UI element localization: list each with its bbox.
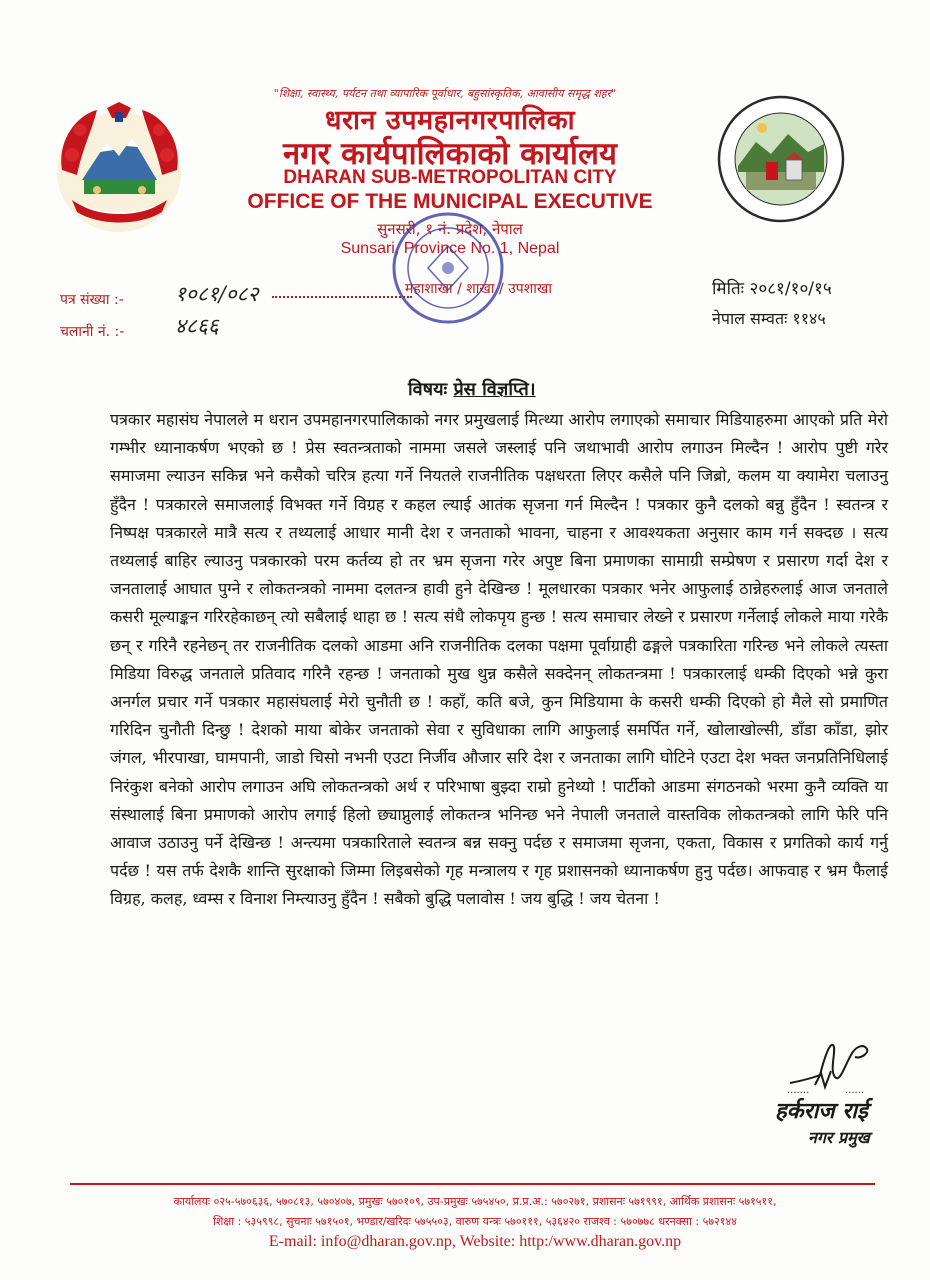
- press-release-body: पत्रकार महासंघ नेपालले म धरान उपमहानगरपालिकाको नगर प्रमुखलाई मित्थ्या आरोप लगाएको समाचार मिडियाहरुमा आएको प्रति मेरो गम्भीर ध्यानाकर्षण भएको छ ! प्रेस स्वतन्त्रताको नाममा जसले जस्लाई पनि जथाभावी आरोप लगाउन मिल्दैन ! आरोप पुष्टी गरेर समाजमा ल्याउन सकिन्न भने कसैको चरित्र हत्या गर्ने नियतले राजनीतिक पक्षधरता लिएर कसैले पनि जिब्रो, कलम या क्यामेरा चलाउनु हुँदैन ! पत्रकारले समाजलाई विभक्त गर्ने विग्रह र कहल ल्याई आतंक सृजना गर्न मिल्दैन ! पत्रकार कुनै दलको बन्नु हुँदैन ! स्वतन्त्र र निष्पक्ष पत्रकारले मात्रै सत्य र तथ्यलाई आधार मानी देश र जनताको भावना, चाहना र आवश्यकता अनुसार काम गर्न सक्दछ । सत्य तथ्यलाई बाहिर ल्याउनु पत्रकारको परम कर्तव्य हो तर भ्रम सृजना गरेर अपुष्ट बिना प्रमाणका सामाग्री सम्प्रेषण र प्रसारण गर्दा देश र जनतालाई आघात पुग्ने र लोकतन्त्रको नाममा दलतन्त्र हावी हुने देखिन्छ ! मूलधारका पत्रकार भनेर आफुलाई ठान्नेहरुलाई आज जनताले कसरी मूल्याङ्कन गरिरहेकाछन् त्यो सबैलाई थाहा छ ! सत्य संधै लोकपृय हुन्छ ! सत्य समाचार लेख्ने र प्रसारण गर्नेलाई लोकले माया गरेकै छन् र गरिनै रहनेछन् तर राजनीतिक दलको आडमा अनि राजनीतिक दलका पक्षमा पूर्वाग्राही ढङ्गले पत्रकारिता गरिन्छ भने लोकले त्यस्ता मिडिया विरुद्ध जनताले प्रतिवाद गरिनै रहन्छ ! जनताको मुख थुन्न कसैले सक्देनन् लोकतन्त्रमा ! पत्रकारलाई धम्की दिएको भन्ने कुरा अनर्गल प्रचार गर्ने पत्रकार महासंघलाई मेरो चुनौती छ ! कहाँ, कति बजे, कुन मिडियामा के कसरी धम्की दिएको हो मैले सो प्रमाणित गरिदिन चुनौती दिन्छु ! देशको माया बोकेर जनताको सेवा र सुविधाका लागि आफुलाई समर्पित गर्ने, खोलाखोल्सी, डाँडा काँडा, झोर जंगल, भीरपाखा, घामपानी, जाडो चिसो नभनी एउटा निर्जीव औजार सरि देश र जनताका लागि घोटिने एउटा देश भक्त जनप्रतिनिधिलाई निरंकुश बनेको आरोप लगाउन अघि लोकतन्त्रको अर्थ र परिभाषा बुझ्दा राम्रो हुनेथ्यो ! पार्टीको आडमा संगठनको भरमा कुनै व्यक्ति या संस्थालाई बिना प्रमाणको आरोप लगाई हिलो छ्याप्नुलाई लोकतन्त्र भनिन्छ भने नेपाली जनताले वास्तविक लोकतन्त्रको लागि फेरि पनि आवाज उठाउनु पर्ने देखिन्छ ! अन्त्यमा पत्रकारिताले स्वतन्त्र बन्न सक्नु पर्दछ र समाजमा सृजना, एकता, विकास र प्रगतिको कार्य गर्नु पर्दछ ! यस तर्फ देशकै शान्ति सुरक्षाको जिम्मा लिइबसेको गृह मन्त्रालय र गृह प्रशासनको ध्यानाकर्षण हुनु पर्दछ। आफवाह र भ्रम फैलाई विग्रह, कलह, ध्वम्स र विनाश निम्त्याउनु हुँदैन ! सबैको बुद्धि पलावोस ! जय बुद्धि ! जय चेतना !: [110, 410, 888, 909]
- footer-phone-line-1: कार्यालयः ०२५-५७०६३६, ५७०८१३, ५७०४०७, प्रमुखः ५७०१०९, उप-प्रमुखः ५७५४५०, प्र.प्र.अ.: ५७०२७१, प्रशासनः ५७१९९१, आर्थिक प्रशासनः ५७१५११,: [173, 1195, 777, 1208]
- municipality-name-nepali: धरान उपमहानगरपालिका: [324, 105, 576, 136]
- municipality-name-english: DHARAN SUB-METROPOLITAN CITY: [283, 167, 617, 188]
- dispatch-number-value: ४८६६: [175, 314, 219, 338]
- section-label: महाशाखा / शाखा / उपशाखा: [405, 281, 552, 297]
- nepal-samvat-value: ११४५: [792, 309, 826, 328]
- subject-line: [408, 377, 536, 401]
- municipal-slogan: "शिक्षा, स्वास्थ्य, पर्यटन तथा व्यापारिक पूर्वाधार, बहुसांस्कृतिक, आवासीय समृद्ध शहर": [273, 87, 617, 100]
- footer-divider: [70, 1183, 875, 1185]
- svg-text:.......: .......: [787, 1085, 810, 1095]
- footer-phone-line-2: शिक्षा : ५३५९९८, सुचनाः ५७१५०१, भण्डार/खरिदः ५७५५०३, वारुण यन्त्रः ५७०१११, ५३६४२० राजश्व : ५७०७७८ धरनक्सा : ५७२१४४: [213, 1215, 737, 1228]
- subject-label: विषयः: [408, 379, 448, 400]
- signer-name: हर्कराज राई: [775, 1099, 868, 1124]
- svg-text:......: ......: [845, 1085, 865, 1095]
- handwritten-signature-icon: [785, 1035, 885, 1095]
- office-name-nepali: नगर कार्यपालिकाको कार्यालय: [283, 136, 617, 172]
- date-value: २०८१/१०/१५: [749, 279, 832, 299]
- nepal-samvat-label: नेपाल सम्वतः: [712, 309, 788, 328]
- date-line: [712, 276, 832, 299]
- date-label: मितिः: [712, 279, 745, 299]
- office-name-english: OFFICE OF THE MUNICIPAL EXECUTIVE: [247, 190, 653, 213]
- letter-number-value: १०८१/०८२: [175, 282, 259, 306]
- subject-value: प्रेस विज्ञप्ति।: [453, 379, 536, 400]
- address-nepali: सुनसरी, १ नं. प्रदेश, नेपाल: [377, 220, 523, 238]
- footer-contact: E-mail: info@dharan.gov.np, Website: http:/www.dharan.gov.np: [268, 1233, 682, 1250]
- official-stamp-icon: [388, 208, 508, 328]
- dharan-logo-icon: [716, 94, 846, 224]
- dispatch-number-label: चलानी नं. :-: [60, 324, 125, 340]
- signer-title: नगर प्रमुख: [808, 1128, 870, 1147]
- address-english: Sunsari, Province No. 1, Nepal: [340, 240, 560, 257]
- letter-number-label: पत्र संख्या :-: [60, 292, 124, 308]
- nepal-emblem-icon: [52, 100, 187, 240]
- nepal-samvat-line: [712, 307, 826, 329]
